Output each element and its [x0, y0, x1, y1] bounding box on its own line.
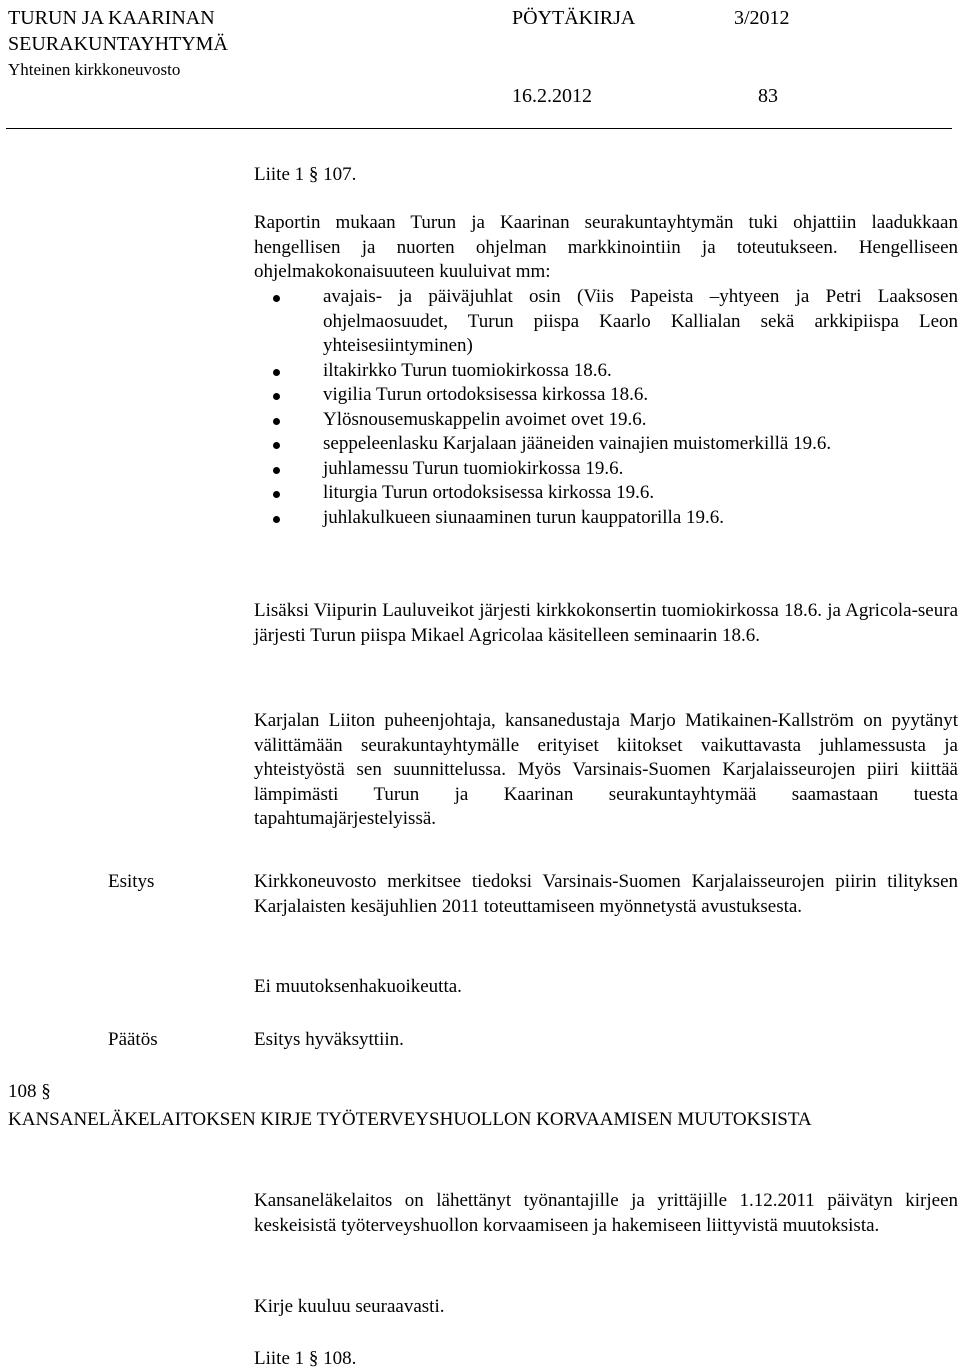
bullet-icon	[273, 467, 280, 474]
document-number: 3/2012	[734, 7, 790, 29]
list-item	[254, 359, 958, 384]
bullet-icon	[273, 369, 280, 376]
additional-events-text: Lisäksi Viipurin Lauluveikot järjesti kirkkokonsertin tuomiokirkossa 18.6. ja Agricola-seura järjesti Turun piispa Mikael Agricolaa käsitelleen seminaarin 18.6.	[254, 600, 958, 646]
bullet-icon	[273, 516, 280, 523]
attachment-reference-107: Liite 1 § 107.	[254, 164, 357, 185]
document-date: 16.2.2012	[512, 85, 592, 107]
list-item-text: juhlamessu Turun tuomiokirkossa 19.6.	[323, 457, 624, 479]
list-item-text: seppeleenlasku Karjalaan jääneiden vainajien muistomerkillä 19.6.	[323, 433, 832, 454]
org-name-line1: TURUN JA KAARINAN	[8, 7, 215, 29]
proposal-paragraph	[254, 870, 958, 919]
proposal-label: Esitys	[108, 871, 155, 892]
program-list	[254, 285, 958, 530]
section-108-body	[254, 1189, 958, 1238]
org-body-name: Yhteinen kirkkoneuvosto	[8, 60, 181, 79]
list-item	[254, 408, 958, 433]
bullet-icon	[273, 418, 280, 425]
document-type: PÖYTÄKIRJA	[512, 7, 636, 29]
appeal-note: Ei muutoksenhakuoikeutta.	[254, 976, 462, 997]
list-item-text: iltakirkko Turun tuomiokirkossa 18.6.	[323, 359, 612, 381]
list-item	[254, 285, 958, 359]
section-number-108: 108 §	[8, 1081, 51, 1102]
list-item	[254, 481, 958, 506]
decision-text: Esitys hyväksyttiin.	[254, 1029, 404, 1050]
additional-events-paragraph	[254, 599, 958, 648]
list-item-text: vigilia Turun ortodoksisessa kirkossa 18.6.	[323, 384, 649, 405]
proposal-text: Kirkkoneuvosto merkitsee tiedoksi Varsinais-Suomen Karjalaisseurojen piirin tilityksen Karjalaisten kesäjuhlien 2011 toteuttamiseen myönnetystä avustuksesta.	[254, 871, 958, 917]
list-item	[254, 383, 958, 408]
bullet-icon	[273, 295, 280, 302]
header-divider	[6, 128, 952, 129]
section-title-108: KANSANELÄKELAITOKSEN KIRJE TYÖTERVEYSHUOLLON KORVAAMISEN MUUTOKSISTA	[8, 1109, 812, 1130]
intro-paragraph-text: Raportin mukaan Turun ja Kaarinan seurakuntayhtymän tuki ohjattiin laadukkaan hengellisen ja nuorten ohjelman markkinointiin ja toteutukseen. Hengelliseen ohjelmakokonaisuuteen kuuluivat mm:	[254, 212, 958, 282]
section-108-body-text: Kansaneläkelaitos on lähettänyt työnantajille ja yrittäjille 1.12.2011 päivätyn kirjeen keskeisistä työterveyshuollon korvaamiseen ja hakemiseen liittyvistä muutoksista.	[254, 1190, 958, 1236]
list-item	[254, 506, 958, 531]
attachment-reference-108: Liite 1 § 108.	[254, 1348, 357, 1369]
page-number: 83	[758, 85, 778, 107]
org-name-line2: SEURAKUNTAYHTYMÄ	[8, 33, 228, 55]
decision-label: Päätös	[108, 1029, 158, 1050]
letter-note: Kirje kuuluu seuraavasti.	[254, 1296, 445, 1317]
bullet-icon	[273, 442, 280, 449]
intro-paragraph	[254, 211, 958, 285]
thanks-text: Karjalan Liiton puheenjohtaja, kansanedustaja Marjo Matikainen-Kallström on pyytänyt välittämään seurakuntayhtymälle erityiset kiitokset vaikuttavasta juhlamessusta ja yhteistyöstä sen suunnittelussa. Myös Varsinais-Suomen Karjalaisseurojen piiri kiittää lämpimästi Turun ja Kaarinan seurakuntayhtymää saamastaan tuesta tapahtumajärjestelyissä.	[254, 710, 958, 829]
list-item	[254, 432, 958, 457]
bullet-icon	[273, 491, 280, 498]
thanks-paragraph	[254, 709, 958, 832]
list-item-text: liturgia Turun ortodoksisessa kirkossa 19.6.	[323, 482, 655, 503]
list-item-text: Ylösnousemuskappelin avoimet ovet 19.6.	[323, 408, 647, 430]
list-item-text: avajais- ja päiväjuhlat osin (Viis Papeista –yhtyeen ja Petri Laaksosen ohjelmaosuudet, Turun piispa Kaarlo Kallialan sekä arkkipiispa Leon yhteisesiintyminen)	[323, 286, 958, 356]
list-item-text: juhlakulkueen siunaaminen turun kauppatorilla 19.6.	[323, 506, 725, 528]
bullet-icon	[273, 393, 280, 400]
list-item	[254, 457, 958, 482]
